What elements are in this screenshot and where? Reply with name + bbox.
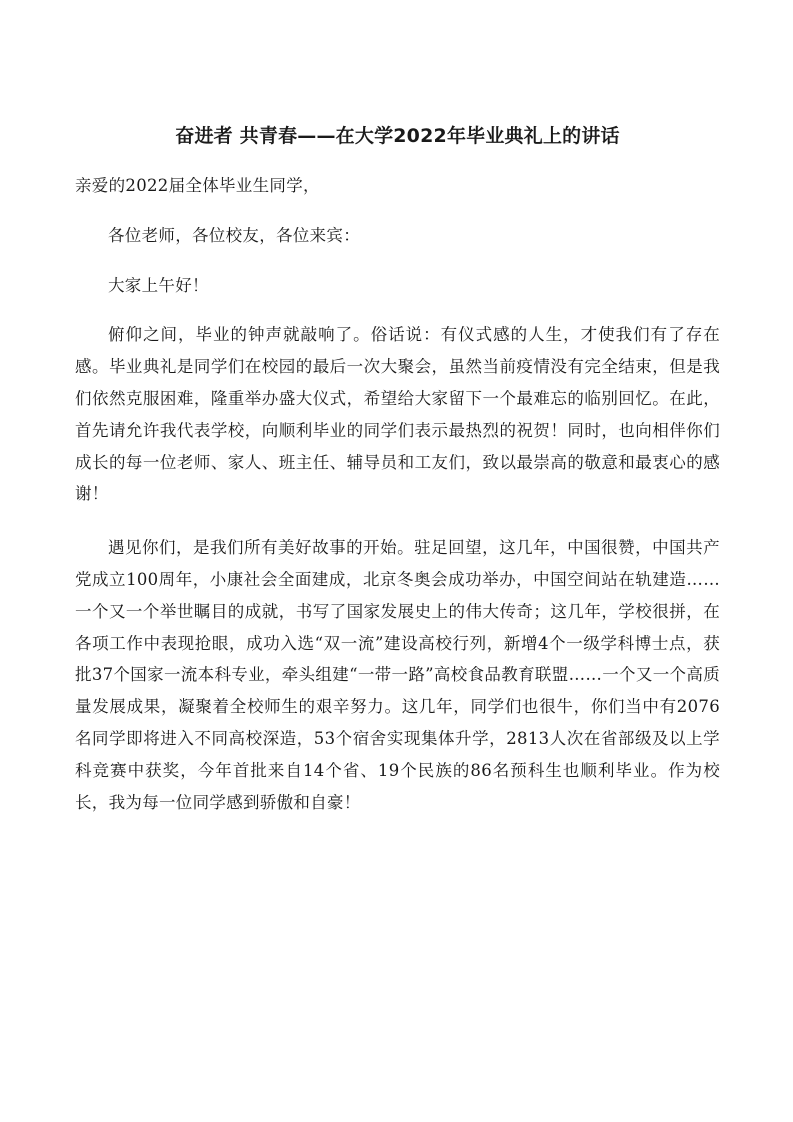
- document-title: 奋进者 共青春——在大学2022年毕业典礼上的讲话: [175, 125, 620, 147]
- paragraph-achievements: 遇见你们，是我们所有美好故事的开始。驻足回望，这几年，中国很赞，中国共产党成立100周年，小康社会全面建成，北京冬奥会成功举办，中国空间站在轨建造……一个又一个举世瞩目的成就，书写了国家发展史上的伟大传奇；这几年，学校很拼，在各项工作中表现抢眼，成功入选“双一流”建设高校行列，新增4个一级学科博士点，获批37个国家一流本科专业，牵头组建“一带一路”高校食品教育联盟……一个又一个高质量发展成果，凝聚着全校师生的艰辛努力。这几年，同学们也很牛，你们当中有2076名同学即将进入不同高校深造，53个宿舍实现集体升学，2813人次在省部级及以上学科竞赛中获奖，今年首批来自14个省、19个民族的86名预科生也顺利毕业。作为校长，我为每一位同学感到骄傲和自豪！: [75, 538, 720, 812]
- paragraph-graduation-bell: 俯仰之间，毕业的钟声就敲响了。俗话说：有仪式感的人生，才使我们有了存在感。毕业典礼是同学们在校园的最后一次大聚会，虽然当前疫情没有完全结束，但是我们依然克服困难，隆重举办盛大仪式，希望给大家留下一个最难忘的临别回忆。在此，首先请允许我代表学校，向顺利毕业的同学们表示最热烈的祝贺！同时，也向相伴你们成长的每一位老师、家人、班主任、辅导员和工友们，致以最崇高的敬意和最衷心的感谢！: [75, 325, 720, 504]
- salutation-line: 亲爱的2022届全体毕业生同学，: [75, 176, 320, 195]
- speech-document: [75, 118, 720, 818]
- greeting-all-line: 大家上午好！: [108, 275, 209, 295]
- greeting-guests-line: 各位老师，各位校友，各位来宾：: [108, 225, 360, 245]
